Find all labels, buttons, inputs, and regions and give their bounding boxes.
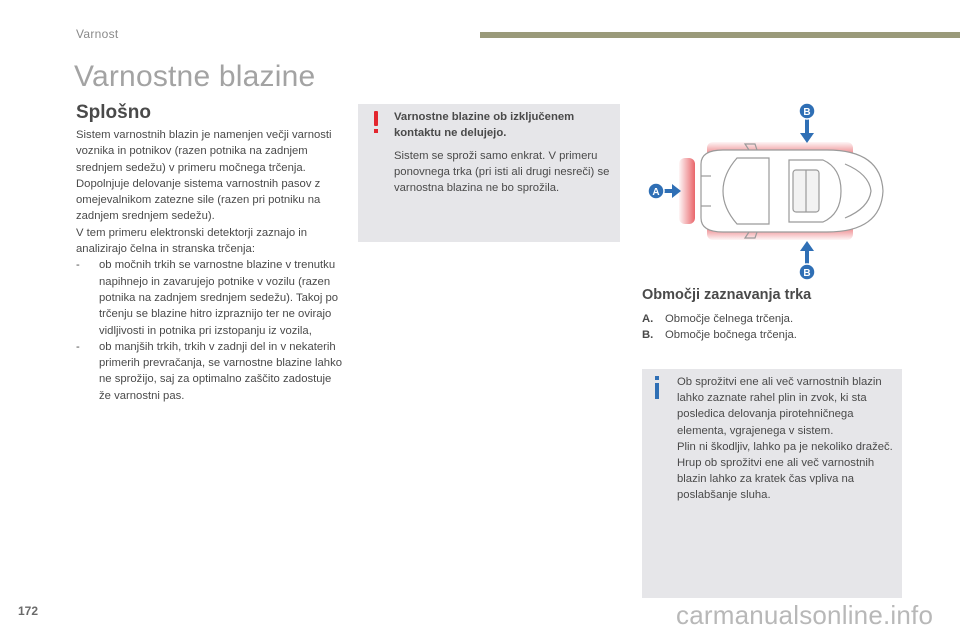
list-dash: - [76, 340, 80, 353]
arrow-side-top [800, 118, 814, 143]
zone-list [642, 311, 797, 343]
exclamation-icon [371, 111, 381, 135]
list-item [76, 257, 342, 338]
impact-list [76, 257, 342, 404]
marker-b-bottom-label: B [803, 268, 811, 279]
list-item-text: ob manjših trkih, trkih v zadnji del in v nekaterih primerih prevračanja, se varnostne blazine lahko ne sprožijo, saj za optimalno zaščito zadostuje že varnostni pas. [99, 340, 343, 402]
front-zone [679, 158, 695, 224]
info-line: Ob sprožitvi ene ali več varnostnih blazin lahko zaznate rahel plin in zvok, ki sta posledica delovanja pirotehničnega elementa, vgrajenega v sistem. [677, 376, 882, 437]
list-dash: - [76, 259, 80, 272]
warning-body: Sistem se sproži samo enkrat. V primeru ponovnega trka (pri isti ali drugi nesreči) se varnostna blazina ne bo sprožila. [394, 150, 610, 194]
marker-b-bottom [799, 264, 815, 280]
general-text [76, 127, 342, 404]
marker-a [648, 183, 664, 199]
marker-b-top-label: B [803, 107, 811, 118]
marker-a-label: A [652, 187, 660, 198]
zone-label: Območje čelnega trčenja. [665, 313, 794, 325]
info-icon [652, 376, 662, 402]
car-diagram-svg [645, 100, 895, 290]
section-label: Varnost [76, 27, 119, 41]
info-line: Hrup ob sprožitvi ene ali več varnostnih blazin lahko za kratek čas vpliva na poslabšanje sluha. [677, 457, 875, 502]
general-heading: Splošno [76, 102, 151, 123]
warning-title: Varnostne blazine ob izključenem kontaktu ne delujejo. [394, 111, 575, 139]
zone-key: A. [642, 313, 654, 325]
page-number: 172 [18, 604, 39, 618]
zone-label: Območje bočnega trčenja. [665, 329, 797, 341]
info-text [677, 374, 899, 504]
general-paragraph: V tem primeru elektronski detektorji zaznajo in analizirajo čelna in stranska trčenja: [76, 226, 308, 256]
list-item [76, 339, 342, 404]
list-item-text: ob močnih trkih se varnostne blazine v trenutku napihnejo in zavarujejo potnike v vozilu (razen potnika na zadnjem srednjem sedežu). Takoj po trčenju se blazine hitro izpraznijo ter ne ovirajo vidljivosti in potnika pri izstopanju iz vozila, [99, 259, 339, 337]
list-item [642, 311, 797, 327]
car-outline [701, 144, 883, 238]
watermark: carmanualsonline.info [676, 600, 934, 630]
list-item [642, 327, 797, 343]
zones-heading: Območji zaznavanja trka [642, 287, 812, 303]
marker-b-top [799, 103, 815, 119]
arrow-side-bottom [800, 241, 814, 266]
car-diagram [645, 100, 895, 290]
info-line: Plin ni škodljiv, lahko pa je nekoliko dražeč. [677, 440, 893, 453]
header-bar [480, 32, 960, 38]
zone-key: B. [642, 329, 654, 341]
general-paragraph: Sistem varnostnih blazin je namenjen večji varnosti voznika in potnikov (razen potnika na zadnjem srednjem sedežu) v primeru močnega trčenja. Dopolnjuje delovanje sistema varnostnih pasov z omejevalnikom zatezne sile (razen pri potniku na zadnjem srednjem sedežu). [76, 129, 332, 223]
page-title: Varnostne blazine [74, 60, 316, 93]
